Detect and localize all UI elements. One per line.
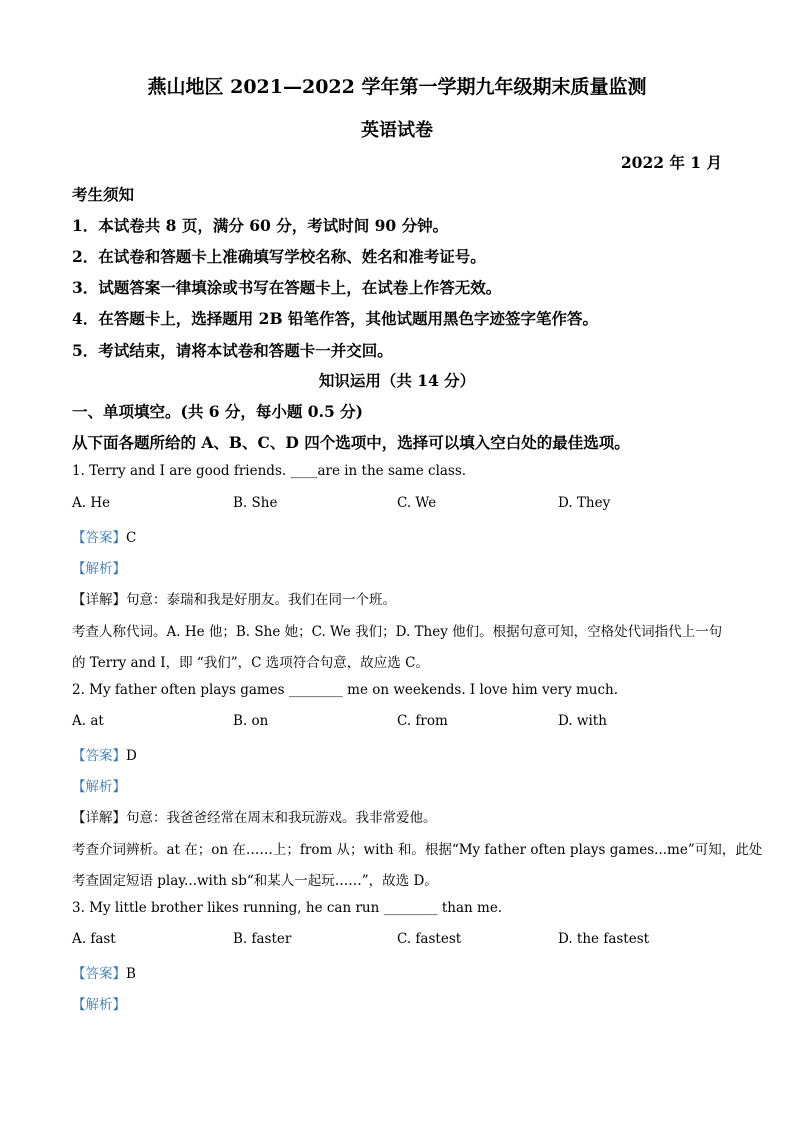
answer-tag: 【答案】: [72, 966, 126, 982]
question-3-stem: 3. My little brother likes running, he can run ________ than me.: [72, 900, 503, 916]
question-2-stem: 2. My father often plays games ________ me on weekends. I love him very much.: [72, 682, 619, 698]
question-1-option-d: D. They: [558, 495, 611, 511]
answer-value: C: [126, 530, 137, 546]
detail-text: 句意：泰瑞和我是好朋友。我们在同一个班。: [126, 592, 396, 608]
detail-tag: 【详解】: [72, 810, 126, 826]
answer-value: D: [126, 748, 137, 764]
question-1-detail-2: 考查人称代词。A. He 他；B. She 她；C. We 我们；D. They 他们。根据句意可知，空格处代词指代上一句: [72, 624, 723, 640]
question-3-option-a: A. fast: [72, 931, 116, 947]
exam-title: 燕山地区 2021—2022 学年第一学期九年级期末质量监测: [147, 76, 647, 98]
question-1-detail-3: 的 Terry and I，即 “我们”，C 选项符合句意，故应选 C。: [72, 655, 429, 671]
question-2-answer: [72, 744, 137, 764]
question-1-option-c: C. We: [397, 495, 437, 511]
question-3-option-c: C. fastest: [397, 931, 462, 947]
question-2-option-a: A. at: [72, 713, 104, 729]
answer-tag: 【答案】: [72, 530, 126, 546]
question-1-answer: [72, 526, 136, 546]
detail-text: 句意：我爸爸经常在周末和我玩游戏。我非常爱他。: [126, 810, 437, 826]
question-2-detail-1: [72, 806, 437, 826]
question-2-option-d: D. with: [558, 713, 607, 729]
exam-subtitle: 英语试卷: [361, 120, 433, 141]
question-1-option-b: B. She: [233, 495, 278, 511]
question-2-option-b: B. on: [233, 713, 269, 729]
detail-tag: 【详解】: [72, 592, 126, 608]
question-3-option-b: B. faster: [233, 931, 292, 947]
notice-item-1: 1．本试卷共 8 页，满分 60 分，考试时间 90 分钟。: [72, 216, 449, 235]
notice-heading: 考生须知: [72, 185, 135, 204]
question-3-option-d: D. the fastest: [558, 931, 650, 947]
question-3-answer: [72, 962, 136, 982]
question-1-stem: 1. Terry and I are good friends. ____are in the same class.: [72, 463, 467, 479]
answer-value: B: [126, 966, 136, 982]
exam-date: 2022 年 1 月: [620, 153, 722, 172]
question-1-analysis-tag: 【解析】: [72, 561, 126, 577]
question-1-detail-1: [72, 588, 396, 608]
part-heading: 一、单项填空。(共 6 分，每小题 0.5 分): [72, 402, 364, 421]
question-2-option-c: C. from: [397, 713, 448, 729]
question-2-analysis-tag: 【解析】: [72, 779, 126, 795]
question-2-detail-3: 考查固定短语 play...with sb“和某人一起玩……”，故选 D。: [72, 873, 438, 889]
part-instruction: 从下面各题所给的 A、B、C、D 四个选项中，选择可以填入空白处的最佳选项。: [72, 433, 630, 452]
question-1-option-a: A. He: [72, 495, 111, 511]
answer-tag: 【答案】: [72, 748, 126, 764]
question-3-analysis-tag: 【解析】: [72, 997, 126, 1013]
question-2-detail-2: 考查介词辨析。at 在；on 在……上；from 从；with 和。根据“My father often plays games...me”可知，此处: [72, 842, 763, 858]
notice-item-4: 4．在答题卡上，选择题用 2B 铅笔作答，其他试题用黑色字迹签字笔作答。: [72, 309, 598, 328]
notice-item-3: 3．试题答案一律填涂或书写在答题卡上，在试卷上作答无效。: [72, 278, 502, 297]
notice-item-5: 5．考试结束，请将本试卷和答题卡一并交回。: [72, 341, 393, 360]
notice-item-2: 2．在试卷和答题卡上准确填写学校名称、姓名和准考证号。: [72, 247, 486, 266]
section-heading: 知识运用（共 14 分）: [318, 371, 476, 390]
